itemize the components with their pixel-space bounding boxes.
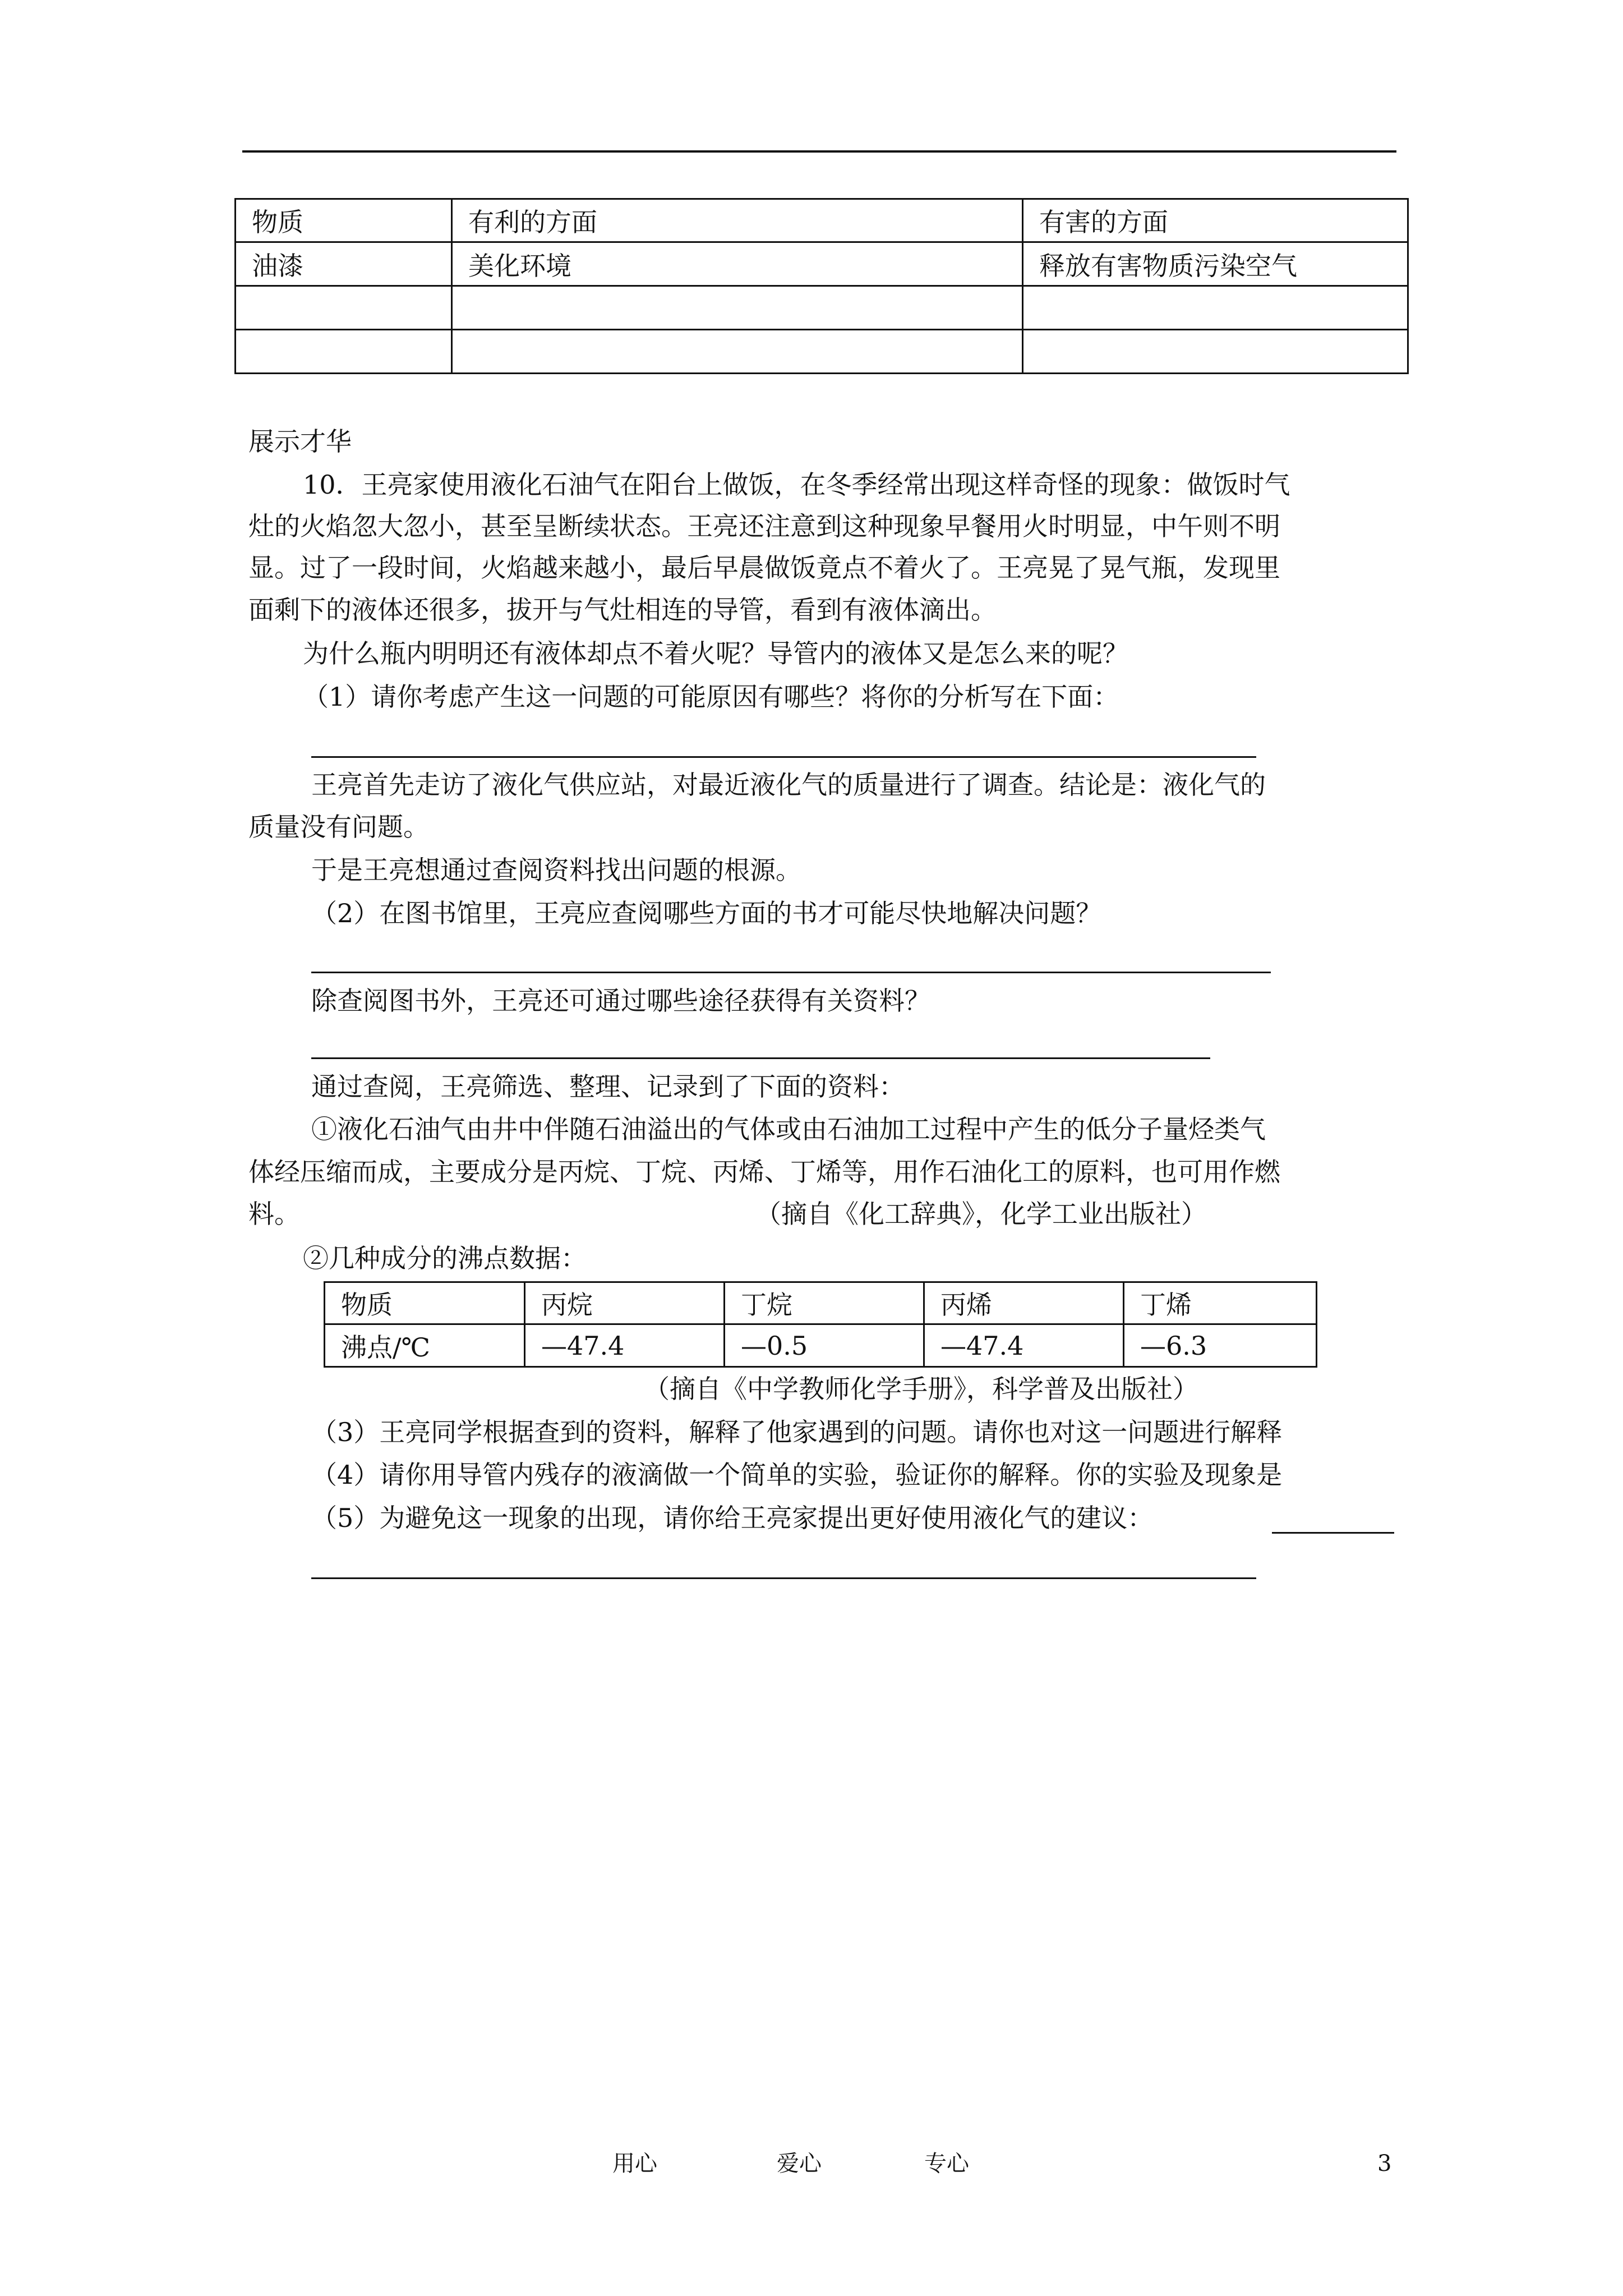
q10-part1: （1）请你考虑产生这一问题的可能原因有哪些？将你的分析写在下面：	[303, 682, 1119, 712]
q10-line: 灶的火焰忽大忽小，甚至呈断续状态。王亮还注意到这种现象早餐用火时明显，中午则不明	[248, 511, 1280, 541]
section-title: 展示才华	[248, 426, 352, 457]
table-cell: —6.3	[1124, 1324, 1317, 1367]
other-ways-line: 除查阅图书外，王亮还可通过哪些途径获得有关资料？	[311, 986, 930, 1016]
table-cell	[452, 286, 1023, 330]
material2-source: （摘自《中学教师化学手册》，科学普及出版社）	[644, 1374, 1198, 1404]
footer-item: 专心	[924, 2151, 969, 2177]
table-cell: 油漆	[236, 242, 452, 286]
q10-line: 面剩下的液体还很多，拔开与气灶相连的导管，看到有液体滴出。	[248, 595, 997, 625]
table-header-cell: 物质	[325, 1282, 525, 1324]
page-number: 3	[1377, 2151, 1392, 2177]
material2-line: ②几种成分的沸点数据：	[303, 1243, 587, 1273]
table-header-row	[325, 1282, 1317, 1324]
material1-source: （摘自《化工辞典》，化学工业出版社）	[755, 1199, 1207, 1229]
table-row	[236, 330, 1408, 374]
table-cell	[236, 330, 452, 374]
answer-line	[311, 1577, 1256, 1579]
q10-part5: （5）为避免这一现象的出现，请你给王亮家提出更好使用液化气的建议：	[311, 1503, 1154, 1533]
table-cell: 美化环境	[452, 242, 1023, 286]
table-cell: —0.5	[725, 1324, 924, 1367]
q10-question: 为什么瓶内明明还有液体却点不着火呢？导管内的液体又是怎么来的呢？	[303, 638, 1128, 669]
table-cell	[1023, 330, 1408, 374]
table-cell: —47.4	[525, 1324, 725, 1367]
table-header-cell: 物质	[236, 199, 452, 242]
table-cell: —47.4	[924, 1324, 1124, 1367]
table-cell	[236, 286, 452, 330]
material1-line: 料。	[248, 1199, 300, 1229]
table-header-cell: 有害的方面	[1023, 199, 1408, 242]
answer-line	[1272, 1532, 1394, 1534]
table-header-cell: 有利的方面	[452, 199, 1023, 242]
footer-item: 爱心	[777, 2151, 822, 2177]
q10-part4: （4）请你用导管内残存的液滴做一个简单的实验，验证你的解释。你的实验及现象是	[311, 1460, 1283, 1490]
q10-part2: （2）在图书馆里，王亮应查阅哪些方面的书才可能尽快地解决问题？	[311, 898, 1102, 928]
table-cell: 沸点/℃	[325, 1324, 525, 1367]
table-header-cell: 丁烷	[725, 1282, 924, 1324]
table-header-row	[236, 199, 1408, 242]
material1-line: 体经压缩而成，主要成分是丙烷、丁烷、丙烯、丁烯等，用作石油化工的原料，也可用作燃	[248, 1157, 1280, 1187]
table-header-cell: 丙烷	[525, 1282, 725, 1324]
header-rule	[242, 150, 1396, 153]
table-cell	[1023, 286, 1408, 330]
q10-part3: （3）王亮同学根据查到的资料，解释了他家遇到的问题。请你也对这一问题进行解释	[311, 1417, 1283, 1447]
table-row	[325, 1324, 1317, 1367]
q10-line: 显。过了一段时间，火焰越来越小，最后早晨做饭竟点不着火了。王亮晃了晃气瓶，发现里	[248, 553, 1280, 583]
boiling-point-table	[324, 1281, 1317, 1368]
q10-line: 10．王亮家使用液化石油气在阳台上做饭，在冬季经常出现这样奇怪的现象：做饭时气	[303, 470, 1290, 500]
footer-item: 用心	[612, 2151, 657, 2177]
visit-line: 质量没有问题。	[248, 812, 429, 842]
answer-line	[311, 756, 1256, 758]
answer-line	[311, 1057, 1210, 1059]
visit-line: 王亮首先走访了液化气供应站，对最近液化气的质量进行了调查。结论是：液化气的	[311, 770, 1266, 800]
library-line: 于是王亮想通过查阅资料找出问题的根源。	[311, 855, 801, 885]
table-row	[236, 242, 1408, 286]
table-cell	[452, 330, 1023, 374]
material1-line: ①液化石油气由井中伴随石油溢出的气体或由石油加工过程中产生的低分子量烃类气	[311, 1114, 1266, 1144]
table-cell: 释放有害物质污染空气	[1023, 242, 1408, 286]
found-line: 通过查阅，王亮筛选、整理、记录到了下面的资料：	[311, 1071, 905, 1102]
table-row	[236, 286, 1408, 330]
table-header-cell: 丁烯	[1124, 1282, 1317, 1324]
table-header-cell: 丙烯	[924, 1282, 1124, 1324]
pros-cons-table	[234, 198, 1409, 374]
answer-line	[311, 972, 1271, 973]
